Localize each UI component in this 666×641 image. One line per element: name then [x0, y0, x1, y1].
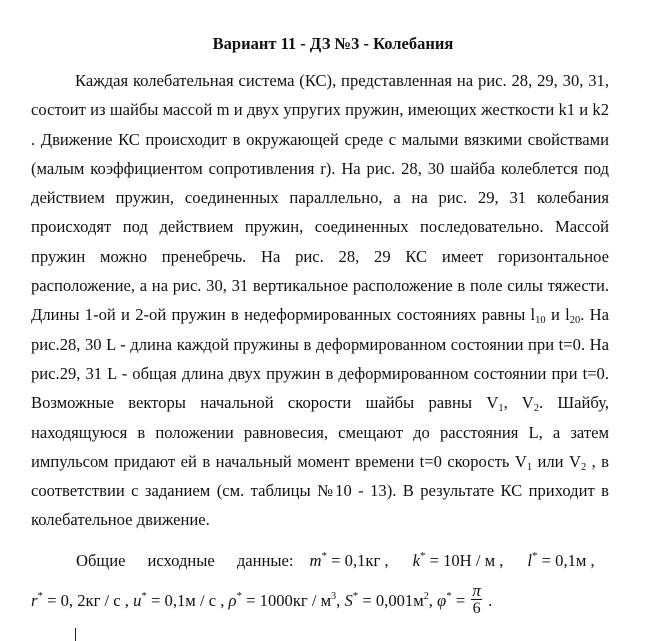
paragraph-text-6: или V	[532, 451, 581, 471]
formula-velocity	[133, 591, 224, 610]
given-data-line-1	[76, 551, 595, 571]
area-unit-power: 2	[423, 590, 429, 602]
given-word-1: Общие	[76, 551, 126, 570]
paragraph-text-3: . На рис.28, 30 L - длина каждой пружины в деформированном состоянии при t=0. На рис.29, 31 L - общая длина двух пружин в деформированном состоянии при t=0. Возможные векторы начальной скорости шайбы равны V	[31, 305, 609, 413]
given-data-line-2	[31, 581, 493, 620]
length-value: = 0,1м ,	[537, 551, 595, 570]
comma: ,	[336, 590, 341, 610]
formula-phase	[437, 581, 493, 617]
density-unit-power: 3	[331, 590, 337, 602]
paragraph-text-2: и l	[545, 305, 570, 325]
subscript-v2-second: 2	[580, 461, 587, 473]
paragraph-text-7: , в соответствии с заданием (см. таблицы №10 - 13). В результате КС приходит в колебательное движение.	[31, 451, 610, 530]
fraction-numerator: π	[472, 581, 481, 600]
comma: ,	[428, 590, 433, 610]
star-mark: *	[321, 550, 327, 562]
resistance-symbol: r	[31, 590, 38, 610]
mass-symbol: m	[309, 551, 322, 570]
given-word-3: данные:	[236, 551, 294, 570]
star-mark: *	[446, 589, 452, 602]
subscript-v1: 1	[498, 403, 504, 415]
formula-area	[344, 591, 432, 610]
star-mark: *	[37, 589, 43, 602]
paragraph-text-5: . Шайбу, находящуюся в положении равновесия, смещают до расстояния L, а затем импульсом придают ей в начальный момент времени t=0 скорость V	[31, 393, 609, 471]
formula-resistance	[31, 591, 129, 610]
mass-value: = 0,1кг ,	[327, 551, 389, 570]
star-mark: *	[141, 589, 147, 602]
phase-equals: =	[451, 590, 470, 610]
subscript-l20: 20	[569, 315, 581, 327]
phase-fraction	[471, 582, 482, 618]
subscript-v1-second: 1	[526, 461, 533, 473]
document-title: Вариант 11 - ДЗ №3 - Колебания	[212, 34, 454, 53]
star-mark: *	[236, 589, 242, 602]
formula-length	[527, 551, 594, 570]
period-mark: .	[483, 590, 493, 610]
density-symbol: ρ	[228, 590, 237, 610]
formula-mass	[310, 551, 389, 570]
velocity-symbol: u	[133, 590, 142, 610]
paragraph-text-1: Каждая колебательная система (КС), представленная на рис. 28, 29, 30, 31, состоит из шайбы массой m и двух упругих пружин, имеющих жесткости k1 и k2 . Движение КС происходит в окружающей среде с малыми вязкими свойствами (малым коэффициентом сопротивления r). На рис. 28, 30 шайба колеблется под действием пружин, соединенных параллельно, а на рис. 29, 31 колебания происходят под действием пружин, соединенных последовательно. Массой пружин можно пренебречь. На рис. 28, 29 КС имеет горизонтальное расположение, а на рис. 30, 31 вертикальное расположение в поле силы тяжести. Длины 1-ой и 2-ой пружин в недеформированных состояниях равны l	[31, 71, 609, 325]
phase-symbol: φ	[437, 590, 447, 610]
task-description-paragraph	[31, 66, 609, 535]
star-mark: *	[352, 589, 359, 602]
formula-density	[229, 591, 341, 610]
resistance-value: = 0, 2кг / с ,	[42, 590, 129, 610]
fraction-denominator: 6	[472, 600, 481, 617]
velocity-value: = 0,1м / с ,	[146, 590, 225, 610]
stiffness-symbol: k	[412, 551, 420, 570]
text-cursor	[75, 628, 76, 641]
area-symbol: S	[344, 590, 353, 610]
subscript-v2: 2	[533, 403, 539, 415]
paragraph-text-4: , V	[503, 393, 534, 413]
star-mark: *	[532, 550, 538, 562]
length-symbol: l	[527, 551, 532, 570]
stiffness-value: = 10Н / м ,	[425, 551, 504, 570]
area-value: = 0,001м	[358, 590, 424, 610]
density-value: = 1000кг / м	[242, 590, 332, 610]
formula-stiffness	[413, 551, 504, 570]
given-word-2: исходные	[147, 551, 215, 570]
subscript-l10: 10	[535, 315, 546, 327]
star-mark: *	[419, 550, 426, 562]
